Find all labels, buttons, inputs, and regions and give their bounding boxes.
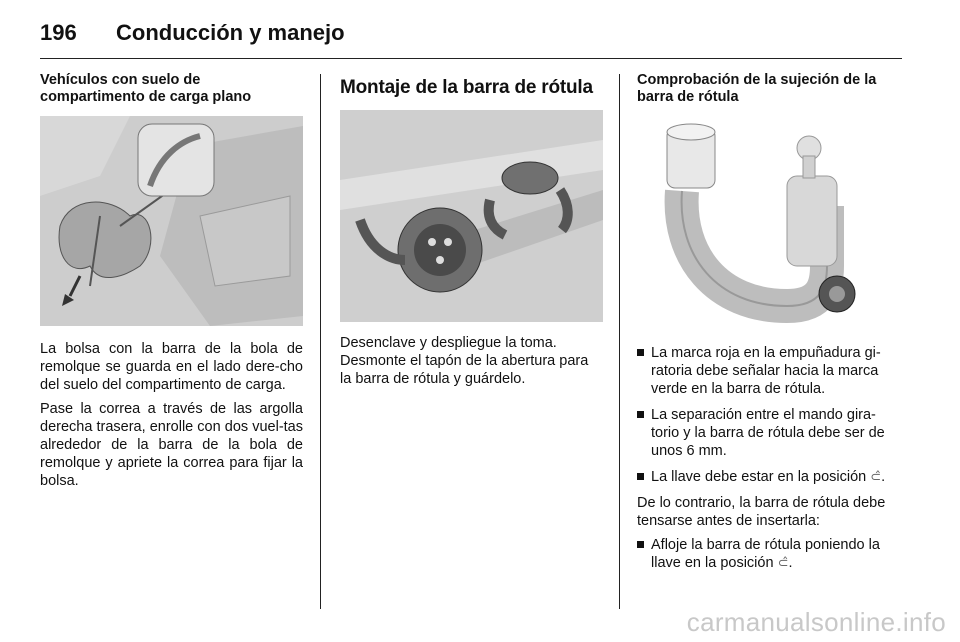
column-divider-2 (619, 74, 620, 609)
bullet-marker (637, 473, 644, 480)
bullet-text: La marca roja en la empuñadura gi-ratoria debe señalar hacia la marca verde en la barra de rótula. (651, 345, 881, 397)
cargo-bag-drawing (40, 116, 303, 326)
col1-heading: Vehículos con suelo de compartimento de carga plano (40, 72, 252, 105)
list-item (637, 468, 903, 486)
bullet-marker (637, 411, 644, 418)
bullet-end: . (881, 469, 886, 485)
section-title: Conducción y manejo (116, 20, 345, 45)
col3-bullet-list-2 (637, 536, 903, 572)
col1-paragraph-1: La bolsa con la barra de la bola de remolque se guarda en el lado dere-cho del suelo del compartimento de carga. (40, 341, 303, 393)
col2-paragraph-1: Desenclave y despliegue la toma. Desmonte el tapón de la abertura para la barra de rótula y guárdelo. (340, 335, 589, 387)
list-item (637, 406, 903, 460)
col1-paragraph-2: Pase la correa a través de las argolla derecha trasera, enrolle con dos vuel-tas alrededor de la barra de la bola de remolque y apriete la correa para fijar la bolsa. (40, 401, 303, 489)
col2-heading: Montaje de la barra de rótula (340, 77, 593, 98)
list-item (637, 344, 903, 398)
page-number: 196 (40, 20, 77, 45)
towbar-drawing (637, 116, 900, 328)
bullet-marker (637, 541, 644, 548)
bullet-end: . (788, 555, 793, 571)
list-item (637, 536, 903, 572)
bullet-text: La separación entre el mando gira-torio y la barra de rótula debe ser de unos 6 mm. (651, 407, 885, 459)
bullet-marker (637, 349, 644, 356)
socket-drawing (340, 110, 603, 322)
col3-heading: Comprobación de la sujeción de la barra de rótula (637, 72, 877, 105)
column-2 (340, 72, 603, 394)
col3-paragraph-1: De lo contrario, la barra de rótula debe tensarse antes de insertarla: (637, 495, 886, 529)
page-header (40, 14, 920, 60)
bullet-text: La llave debe estar en la posición (651, 469, 867, 485)
watermark: carmanualsonline.info (686, 607, 946, 637)
key-position-icon: ⊂̂ (777, 555, 789, 570)
socket-illustration (340, 110, 603, 322)
key-position-icon: ⊂̂ (870, 469, 882, 484)
column-1 (40, 72, 303, 496)
column-divider-1 (320, 74, 321, 609)
bullet-text: Afloje la barra de rótula poniendo la llave en la posición (651, 537, 880, 571)
col3-bullet-list-1 (637, 344, 903, 486)
column-3 (637, 72, 903, 580)
towbar-illustration (637, 116, 900, 328)
cargo-bag-illustration (40, 116, 303, 326)
header-rule (40, 58, 902, 59)
